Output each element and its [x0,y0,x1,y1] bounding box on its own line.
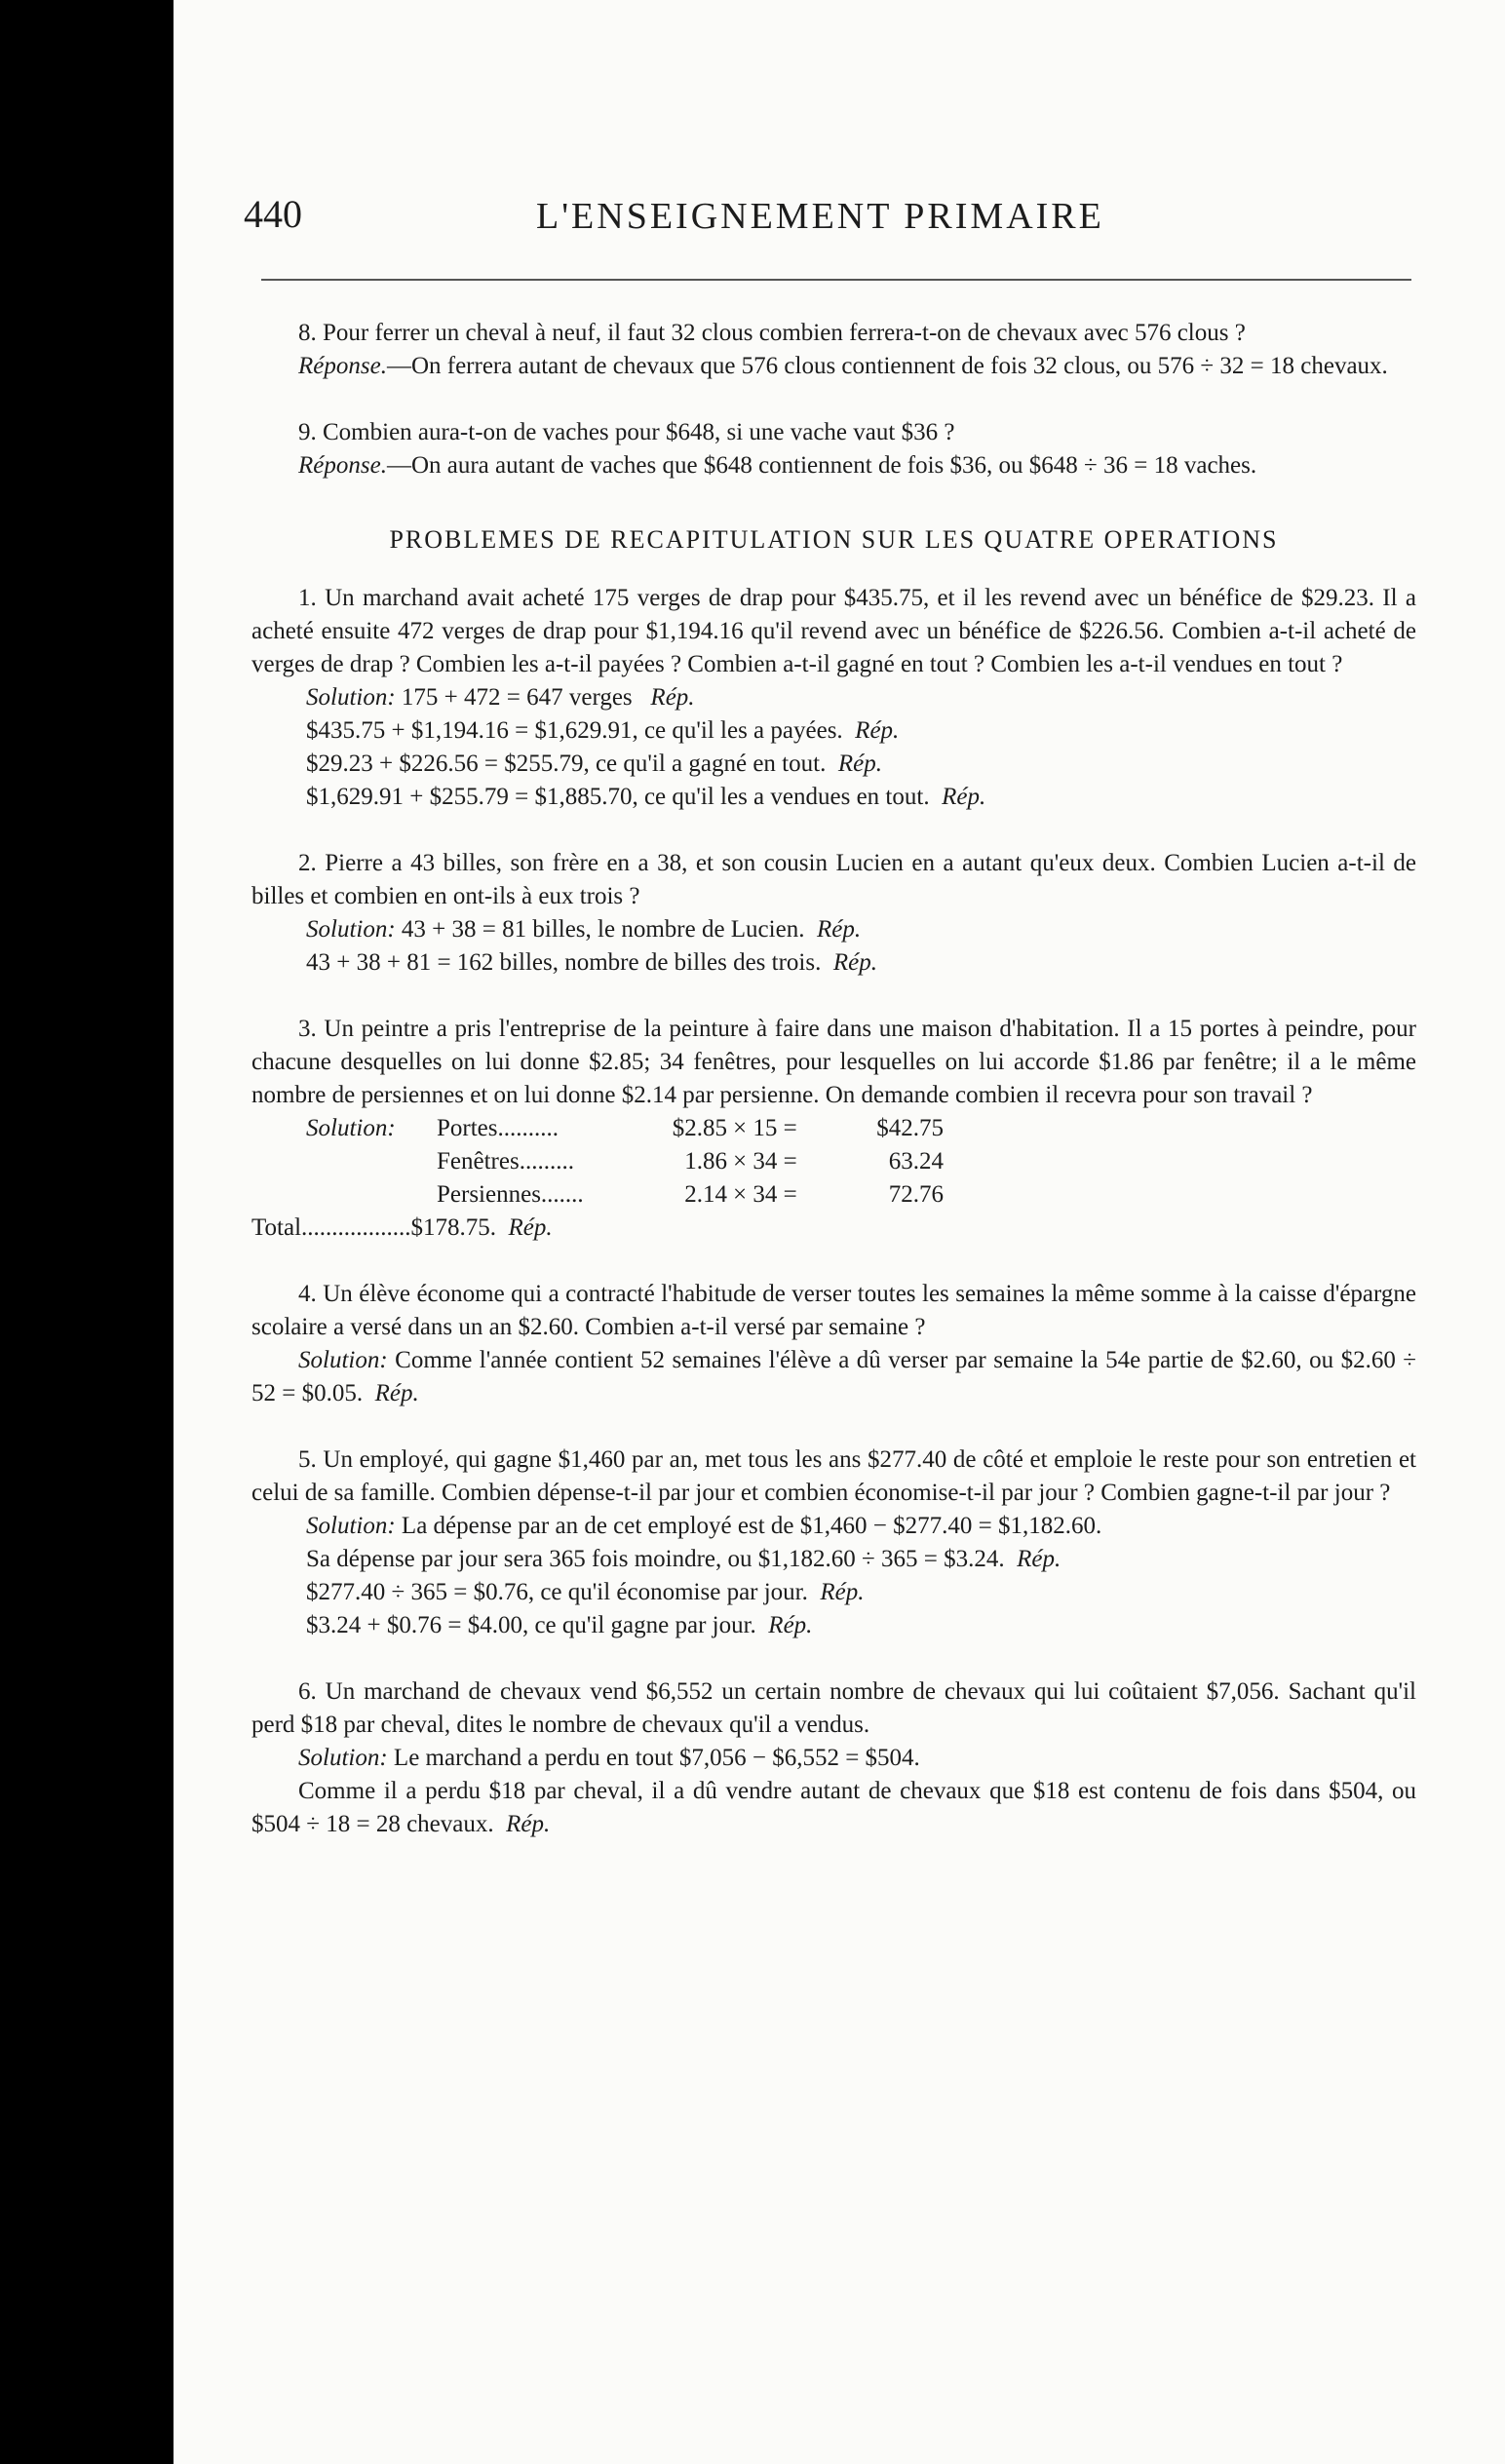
problem-8-question: 8. Pour ferrer un cheval à neuf, il faut 32 clous combien ferrera-t-on de chevaux avec 576 clous ? [298,320,1246,346]
solution-text: Comme il a perdu $18 par cheval, il a dû vendre autant de chevaux que $18 est contenu de fois dans $504, ou $504 ÷ 18 = 28 chevaux. [251,1778,1416,1837]
problem-6-solution-line-2 [251,1775,1416,1841]
problem-6-text: 6. Un marchand de chevaux vend $6,552 un certain nombre de chevaux qui lui coûtaient $7,056. Sachant qu'il perd $18 par cheval, dites le nombre de chevaux qu'il a vendus. [251,1678,1416,1738]
book-page [174,0,1505,2464]
problem-5-solution-line-2 [251,1543,1416,1576]
problem-9-question: 9. Combien aura-t-on de vaches pour $648, si une vache vaut $36 ? [298,419,955,445]
rep-label: Rép. [816,916,862,943]
problem-3-text: 3. Un peintre a pris l'entreprise de la peinture à faire dans une maison d'habitation. Il a 15 portes à peindre, pour chacune desquelles on lui donne $2.85; 34 fenêtres, pour lesquelles on lui accorde $1.86 par fenêtre; il a le même nombre de persiennes et on lui donne $2.14 par persienne. On demande combien il recevra pour son travail ? [251,1016,1416,1108]
solution-text: La dépense par an de cet employé est de $1,460 − $277.40 = $1,182.60. [401,1513,1102,1539]
answer-label: Réponse. [298,452,387,479]
row-amount: 63.24 [888,1148,944,1174]
problem-3-solution-table [306,1112,949,1212]
header-rule [261,279,1411,281]
solution-text: $3.24 + $0.76 = $4.00, ce qu'il gagne par jour. [306,1612,756,1638]
problem-3-total [251,1212,1416,1245]
row-price: 1.86 [684,1148,727,1174]
rep-label: Rép. [820,1579,865,1605]
solution-label: Solution: [298,1347,388,1373]
answer-text: —On ferrera autant de chevaux que 576 clous contiennent de fois 32 clous, ou 576 ÷ 32 = 18 chevaux. [386,353,1388,379]
solution-text: Sa dépense par jour sera 365 fois moindre, ou $1,182.60 ÷ 365 = $3.24. [306,1546,1005,1572]
answer-label: Réponse. [298,353,387,379]
row-operation: × 15 = [733,1115,797,1141]
problem-4-solution [251,1344,1416,1410]
solution-row [306,1112,949,1145]
solution-label: Solution: [306,1513,396,1539]
problem-5-solution-line-3 [251,1576,1416,1609]
rep-label: Rép. [855,717,900,744]
solution-label: Solution: [306,684,396,711]
rep-label: Rép. [508,1214,553,1241]
solution-row [306,1145,949,1178]
solution-text: $277.40 ÷ 365 = $0.76, ce qu'il économise par jour. [306,1579,808,1605]
rep-label: Rép. [1017,1546,1061,1572]
problem-5-text: 5. Un employé, qui gagne $1,460 par an, met tous les ans $277.40 de côté et emploie le reste pour son entretien et celui de sa famille. Combien dépense-t-il par jour et combien économise-t-il par jour ? Combien gagne-t-il par jour ? [251,1446,1416,1506]
solution-label: Solution: [306,1115,396,1141]
row-price: 2.14 [684,1181,727,1208]
page-number: 440 [244,192,302,236]
solution-text: Le marchand a perdu en tout $7,056 − $6,552 = $504. [393,1745,920,1771]
row-operation: × 34 = [733,1181,797,1208]
problem-5-solution-line-1 [251,1510,1416,1543]
problem-9-answer [251,449,1416,482]
answer-text: —On aura autant de vaches que $648 contiennent de fois $36, ou $648 ÷ 36 = 18 vaches. [386,452,1257,479]
problem-1-solution-line-1 [251,681,1416,714]
problem-2-text: 2. Pierre a 43 billes, son frère en a 38, et son cousin Lucien en a autant qu'eux deux. Combien Lucien a-t-il de billes et combien en ont-ils à eux trois ? [251,850,1416,909]
rep-label: Rép. [837,751,882,777]
rep-label: Rép. [768,1612,813,1638]
problem-6-solution-line-1 [251,1742,1416,1775]
rep-label: Rép. [374,1380,419,1406]
problem-2-solution-line-1 [251,913,1416,946]
rep-label: Rép. [650,684,695,711]
rep-label: Rép. [506,1811,551,1837]
section-title: PROBLEMES DE RECAPITULATION SUR LES QUATRE OPERATIONS [389,525,1279,554]
solution-text: Comme l'année contient 52 semaines l'élève a dû verser par semaine la 54e partie de $2.60, ou $2.60 ÷ 52 = $0.05. [251,1347,1417,1406]
page-header [244,191,1413,250]
total-text: Total..................$178.75. [251,1214,497,1241]
row-item: Persiennes....... [437,1181,584,1208]
solution-label: Solution: [306,916,396,943]
solution-text: 175 + 472 = 647 verges [401,684,633,711]
row-amount: 72.76 [888,1181,944,1208]
row-price: $2.85 [672,1115,727,1141]
solution-text: $1,629.91 + $255.79 = $1,885.70, ce qu'il les a vendues en tout. [306,784,930,810]
rep-label: Rép. [832,949,877,976]
problem-4-text: 4. Un élève économe qui a contracté l'habitude de verser toutes les semaines la même somme à la caisse d'épargne scolaire a versé dans un an $2.60. Combien a-t-il versé par semaine ? [251,1281,1416,1340]
problem-2-solution-line-2 [251,946,1416,980]
solution-text: $435.75 + $1,194.16 = $1,629.91, ce qu'il les a payées. [306,717,843,744]
solution-text: 43 + 38 + 81 = 162 billes, nombre de billes des trois. [306,949,822,976]
solution-text: 43 + 38 = 81 billes, le nombre de Lucien. [401,916,805,943]
problem-1-solution-line-4 [251,781,1416,814]
row-item: Portes.......... [437,1115,559,1141]
problem-8-answer [251,350,1416,383]
running-title: L'ENSEIGNEMENT PRIMAIRE [536,196,1104,237]
solution-row [306,1178,949,1212]
problem-5-solution-line-4 [251,1609,1416,1642]
problem-1-solution-line-3 [251,748,1416,781]
solution-label: Solution: [298,1745,388,1771]
page-body [251,317,1416,1841]
row-amount: $42.75 [876,1115,944,1141]
problem-1-text: 1. Un marchand avait acheté 175 verges de drap pour $435.75, et il les revend avec un bénéfice de $29.23. Il a acheté ensuite 472 verges de drap pour $1,194.16 qu'il revend avec un bénéfice de $226.56. Combien a-t-il acheté de verges de drap ? Combien les a-t-il payées ? Combien a-t-il gagné en tout ? Combien les a-t-il vendues en tout ? [251,585,1416,677]
solution-text: $29.23 + $226.56 = $255.79, ce qu'il a gagné en tout. [306,751,827,777]
problem-1-solution-line-2 [251,714,1416,748]
row-item: Fenêtres......... [437,1148,574,1174]
rep-label: Rép. [942,784,986,810]
row-operation: × 34 = [733,1148,797,1174]
